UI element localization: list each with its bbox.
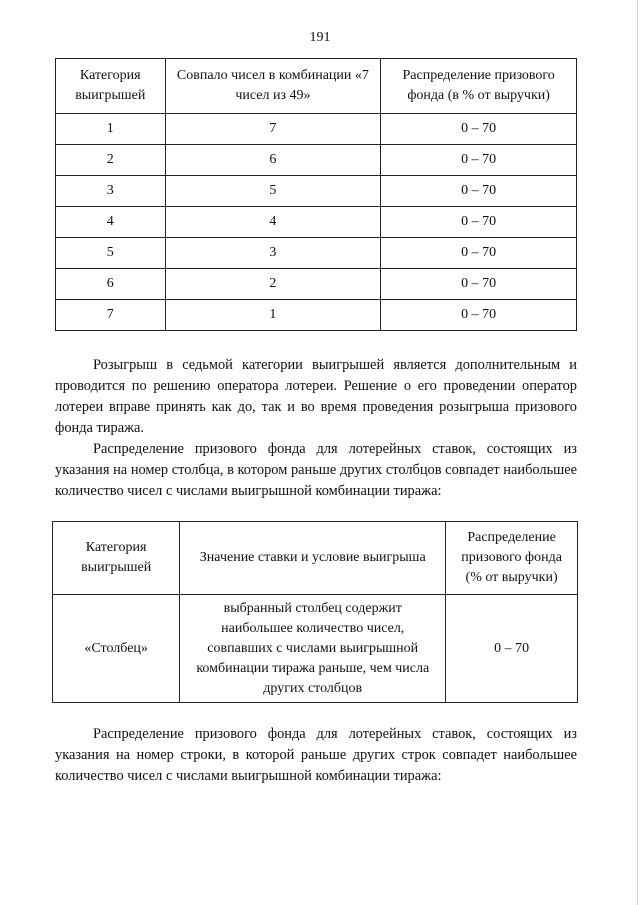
paragraph-row-bets: Распределение призового фонда для лотерейных ставок, состоящих из указания на номер строки, в которой раньше других строк совпадет наибольшее количество чисел с числами выигрышной комбинации тиража: — [55, 726, 577, 784]
cell-condition — [180, 595, 446, 703]
cell-matched: 1 — [165, 300, 381, 331]
cell-category: 1 — [56, 114, 166, 145]
cell-category: 6 — [56, 269, 166, 300]
table-row — [56, 238, 577, 269]
cell-category: 2 — [56, 145, 166, 176]
header-distribution — [381, 59, 577, 114]
table-header-row — [56, 59, 577, 114]
cell-matched: 2 — [165, 269, 381, 300]
paragraph-column-bets: Распределение призового фонда для лотерейных ставок, состоящих из указания на номер столбца, в котором раньше других столбцов совпадет наибольшее количество чисел с числами выигрышной комбинации тиража: — [55, 441, 577, 499]
header-category — [56, 59, 166, 114]
table-row — [56, 300, 577, 331]
cell-distribution: 0 – 70 — [381, 145, 577, 176]
header-distribution — [446, 522, 578, 595]
cell-category: 7 — [56, 300, 166, 331]
table-row — [56, 207, 577, 238]
cell-matched: 7 — [165, 114, 381, 145]
cell-distribution: 0 – 70 — [381, 114, 577, 145]
header-bet-condition: Значение ставки и условие выигрыша — [180, 522, 446, 595]
cell-distribution: 0 – 70 — [381, 269, 577, 300]
cell-matched: 3 — [165, 238, 381, 269]
cell-distribution: 0 – 70 — [381, 207, 577, 238]
header-category — [53, 522, 180, 595]
cell-matched: 6 — [165, 145, 381, 176]
prize-distribution-table — [55, 58, 577, 331]
table-row — [56, 145, 577, 176]
header-matched-numbers-text: Совпало чисел в комбинации «7 чисел из 49» — [176, 68, 369, 103]
cell-distribution: 0 – 70 — [381, 176, 577, 207]
cell-category: 3 — [56, 176, 166, 207]
cell-distribution: 0 – 70 — [381, 238, 577, 269]
table-row — [56, 176, 577, 207]
header-distribution-text: Распределение призового фонда (% от выручки) — [461, 530, 562, 585]
cell-category: 4 — [56, 207, 166, 238]
header-category-text: Категория выигрышей — [81, 540, 152, 575]
paragraph-seventh-category: Розыгрыш в седьмой категории выигрышей является дополнительным и проводится по решению оператора лотереи. Решение о его проведении оператор лотереи вправе принять как до, так и во время проведения розыгрыша призового фонда тиража. — [55, 357, 577, 436]
cell-distribution: 0 – 70 — [381, 300, 577, 331]
table-header-row — [53, 522, 578, 595]
column-bet-table — [52, 521, 578, 703]
table-row — [56, 114, 577, 145]
cell-matched: 4 — [165, 207, 381, 238]
header-distribution-text: Распределение призового фонда (в % от выручки) — [402, 68, 555, 103]
cell-matched: 5 — [165, 176, 381, 207]
cell-condition-text: выбранный столбец содержит наибольшее количество чисел, совпавших с числами выигрышной комбинации тиража раньше, чем числа других столбцов — [196, 600, 430, 696]
table-row — [56, 269, 577, 300]
table-row — [53, 595, 578, 703]
header-matched-numbers — [165, 59, 381, 114]
page-number: 191 — [309, 30, 331, 45]
header-category-text: Категория выигрышей — [75, 68, 146, 103]
cell-distribution: 0 – 70 — [446, 595, 578, 703]
page-edge — [637, 0, 638, 905]
cell-category: «Столбец» — [53, 595, 180, 703]
cell-category: 5 — [56, 238, 166, 269]
